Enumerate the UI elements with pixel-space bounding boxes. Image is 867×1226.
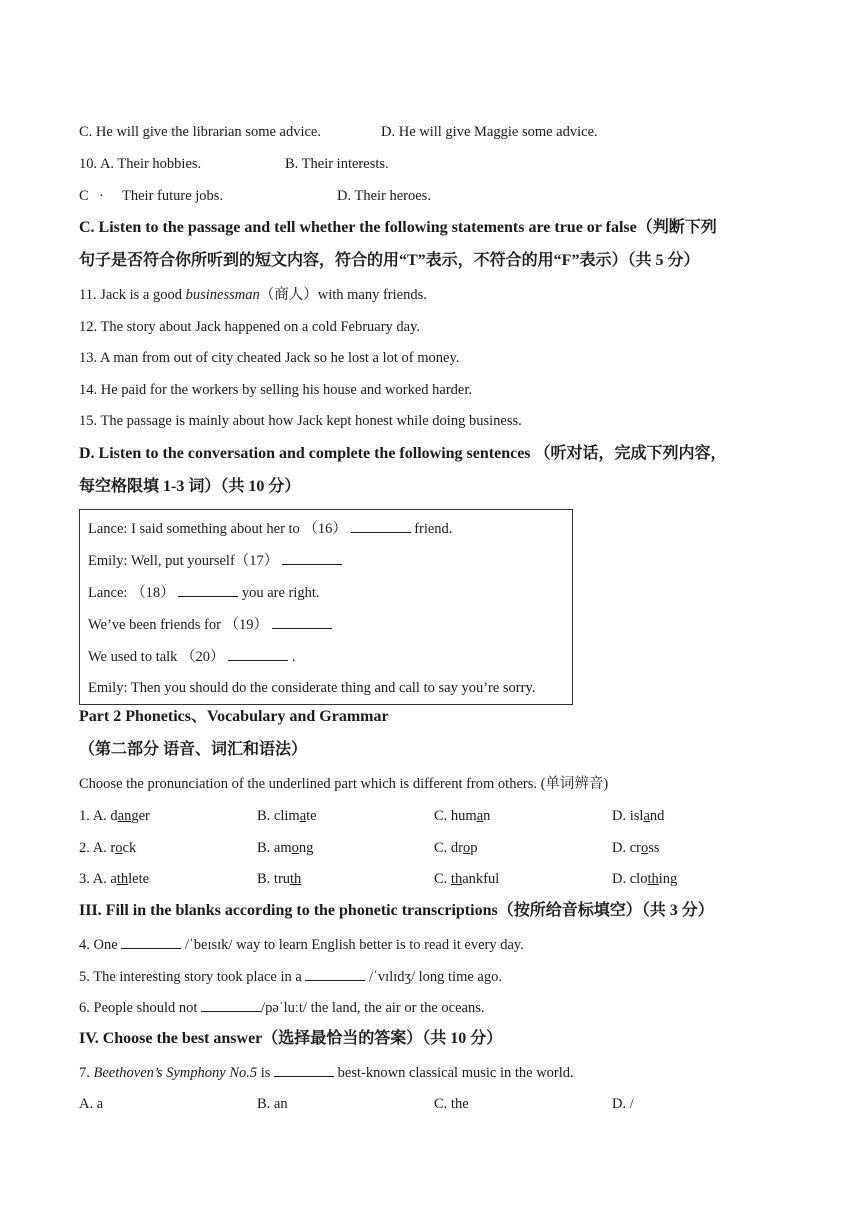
dialog-17-text: Emily: Well, put yourself（17） — [88, 553, 279, 569]
pron-3a-post: lete — [128, 871, 150, 887]
statement-13: 13. A man from out of city cheated Jack so he lost a lot of money. — [79, 350, 460, 366]
pron-2c-label: C. — [434, 840, 451, 856]
pron-1d-post: nd — [649, 808, 665, 824]
dialog-line-19 — [88, 614, 332, 635]
pron-1a-pre: d — [110, 808, 118, 824]
pron-1b — [257, 806, 317, 826]
q7-option-a[interactable]: A. a — [79, 1096, 104, 1112]
pron-3a-underlined: th — [116, 871, 129, 887]
pron-2b — [257, 838, 313, 858]
part2-instruction: Choose the pronunciation of the underlined part which is different from others. (单词辨音) — [79, 776, 609, 792]
statement-11-italic: businessman — [185, 287, 260, 303]
statement-15: 15. The passage is mainly about how Jack kept honest while doing business. — [79, 413, 522, 429]
pron-2b-label: B. — [257, 840, 274, 856]
q10-option-d: D. Their heroes. — [337, 188, 431, 204]
pron-1c — [434, 806, 490, 826]
q7-italic-title: Beethoven’s Symphony No.5 — [93, 1065, 258, 1081]
section-d-heading-2: 每空格限填 1-3 词）（共 10 分） — [79, 478, 301, 495]
pron-1b-label: B. — [257, 808, 274, 824]
pron-2c-pre: dr — [450, 840, 464, 856]
q7-option-b[interactable]: B. an — [257, 1096, 288, 1112]
pron-2c — [434, 838, 478, 858]
q7-number: 7. — [79, 1065, 94, 1081]
blank-7[interactable] — [274, 1062, 334, 1077]
pron-2c-post: p — [470, 840, 478, 856]
pron-3d-post: ing — [658, 871, 678, 887]
pron-2d-underlined: o — [641, 840, 649, 856]
pron-3c-post: ankful — [462, 871, 500, 887]
dialog-line-emily: Emily: Then you should do the considerate thing and call to say you’re sorry. — [88, 680, 536, 696]
pron-1b-post: te — [306, 808, 317, 824]
blank-16[interactable] — [351, 518, 411, 533]
pron-3d-underlined: th — [647, 871, 659, 887]
dialog-16-post: friend. — [410, 521, 453, 537]
blank-6[interactable] — [201, 997, 261, 1012]
pronunciation-1 — [79, 806, 665, 826]
pron-3b-underlined: th — [290, 871, 302, 887]
dialog-16-text: Lance: I said something about her to （16） — [88, 521, 347, 537]
pron-3d-pre: clo — [629, 871, 648, 887]
dialog-line-20 — [88, 646, 295, 667]
dialog-line-17 — [88, 550, 342, 571]
q10-option-a: 10. A. Their hobbies. — [79, 156, 202, 172]
phonetic-item-5 — [79, 966, 502, 987]
pron-2a-underlined: o — [115, 840, 123, 856]
pron-1b-underlined: a — [299, 808, 307, 824]
pron-3c-label: C. — [434, 871, 451, 887]
blank-18[interactable] — [178, 582, 238, 597]
pronunciation-2 — [79, 838, 660, 858]
pron-3b-pre: tru — [273, 871, 291, 887]
q10-option-c-dot: · — [99, 188, 104, 204]
q9-option-c: C. He will give the librarian some advice. — [79, 124, 321, 140]
pron-3b — [257, 869, 301, 889]
dialog-20-post: . — [288, 649, 296, 665]
pron-1a-underlined: an — [117, 808, 132, 824]
q10-row-1 — [79, 154, 389, 174]
q7-mid: is — [257, 1065, 275, 1081]
pron-3-num: 3. A. — [79, 871, 111, 887]
statement-11-post: （商人）with many friends. — [259, 287, 427, 303]
section-c-heading-2: 句子是否符合你所听到的短文内容，符合的用“T”表示，不符合的用“F”表示）（共 5 分） — [79, 252, 700, 269]
phonetic-item-4 — [79, 934, 524, 955]
statement-12: 12. The story about Jack happened on a cold February day. — [79, 319, 421, 335]
dialog-18-post: you are right. — [238, 585, 320, 601]
section-iii-heading: III. Fill in the blanks according to the phonetic transcriptions（按所给音标填空）（共 3 分） — [79, 902, 714, 919]
pron-2b-pre: am — [273, 840, 292, 856]
pron-1c-pre: hum — [450, 808, 477, 824]
pron-3a-pre: a — [110, 871, 117, 887]
pron-2-num: 2. A. — [79, 840, 111, 856]
pron-2d — [612, 838, 660, 858]
pron-1d-underlined: a — [643, 808, 650, 824]
phonetic-5-pre: 5. The interesting story took place in a — [79, 969, 306, 985]
pron-1d-pre: isl — [629, 808, 644, 824]
pron-2b-post: ng — [298, 840, 314, 856]
dialog-line-16 — [88, 518, 452, 539]
dialog-19-text: We’ve been friends for （19） — [88, 617, 269, 633]
pron-1-num: 1. A. — [79, 808, 111, 824]
phonetic-6-pre: 6. People should not — [79, 1000, 202, 1016]
phonetic-6-post: /pəˈluːt/ the land, the air or the oceans. — [261, 1000, 485, 1016]
q7-option-c[interactable]: C. the — [434, 1096, 469, 1112]
pron-2d-pre: cr — [629, 840, 641, 856]
phonetic-5-post: /ˈvɪlɪdʒ/ long time ago. — [365, 969, 502, 985]
section-c-heading-1: C. Listen to the passage and tell whether the following statements are true or false（判断下列 — [79, 219, 717, 236]
question-7 — [79, 1062, 574, 1083]
pron-1c-underlined: a — [476, 808, 484, 824]
dialog-box — [79, 509, 573, 705]
pron-3d — [612, 869, 677, 889]
pron-2d-post: ss — [648, 840, 660, 856]
q7-post: best-known classical music in the world. — [334, 1065, 574, 1081]
dialog-line-18 — [88, 582, 320, 603]
pron-2a-pre: r — [110, 840, 116, 856]
q10-option-c-text: Their future jobs. — [122, 188, 224, 204]
blank-19[interactable] — [272, 614, 332, 629]
pron-2d-label: D. — [612, 840, 630, 856]
section-d-heading-1: D. Listen to the conversation and complete the following sentences （听对话，完成下列内容， — [79, 445, 727, 462]
pron-3c — [434, 869, 499, 889]
dialog-18-text: Lance: （18） — [88, 585, 175, 601]
blank-17[interactable] — [282, 550, 342, 565]
pron-1d-label: D. — [612, 808, 630, 824]
pron-2a-post: ck — [122, 840, 137, 856]
q9-option-d: D. He will give Maggie some advice. — [381, 124, 598, 140]
q10-option-c-letter: C — [79, 188, 89, 204]
pron-2b-underlined: o — [291, 840, 299, 856]
pron-1c-post: n — [483, 808, 491, 824]
phonetic-item-6 — [79, 997, 485, 1018]
part2-title-cn: （第二部分 语音、词汇和语法） — [79, 741, 308, 758]
pron-1a-post: ger — [131, 808, 150, 824]
q7-option-d[interactable]: D. / — [612, 1096, 634, 1112]
dialog-20-text: We used to talk （20） — [88, 649, 225, 665]
part2-title: Part 2 Phonetics、Vocabulary and Grammar — [79, 708, 389, 725]
phonetic-4-post: /ˈbeɪsɪk/ way to learn English better is to read it every day. — [181, 937, 524, 953]
phonetic-4-pre: 4. One — [79, 937, 122, 953]
pron-3c-underlined: th — [450, 871, 463, 887]
pron-2c-underlined: o — [463, 840, 471, 856]
statement-11 — [79, 285, 427, 305]
pron-3d-label: D. — [612, 871, 630, 887]
pron-1b-pre: clim — [273, 808, 300, 824]
statement-11-pre: 11. Jack is a good — [79, 287, 186, 303]
pron-3b-label: B. — [257, 871, 274, 887]
blank-20[interactable] — [228, 646, 288, 661]
pronunciation-3 — [79, 869, 678, 889]
q7-options-row — [79, 1094, 634, 1114]
pron-1c-label: C. — [434, 808, 451, 824]
pron-1d — [612, 806, 664, 826]
blank-5[interactable] — [305, 966, 365, 981]
q10-row-2 — [79, 186, 431, 206]
blank-4[interactable] — [121, 934, 181, 949]
q9-options-row — [79, 122, 598, 142]
q10-option-b: B. Their interests. — [285, 156, 389, 172]
statement-14: 14. He paid for the workers by selling his house and worked harder. — [79, 382, 473, 398]
section-iv-heading: IV. Choose the best answer（选择最恰当的答案）（共 10 分） — [79, 1030, 503, 1047]
